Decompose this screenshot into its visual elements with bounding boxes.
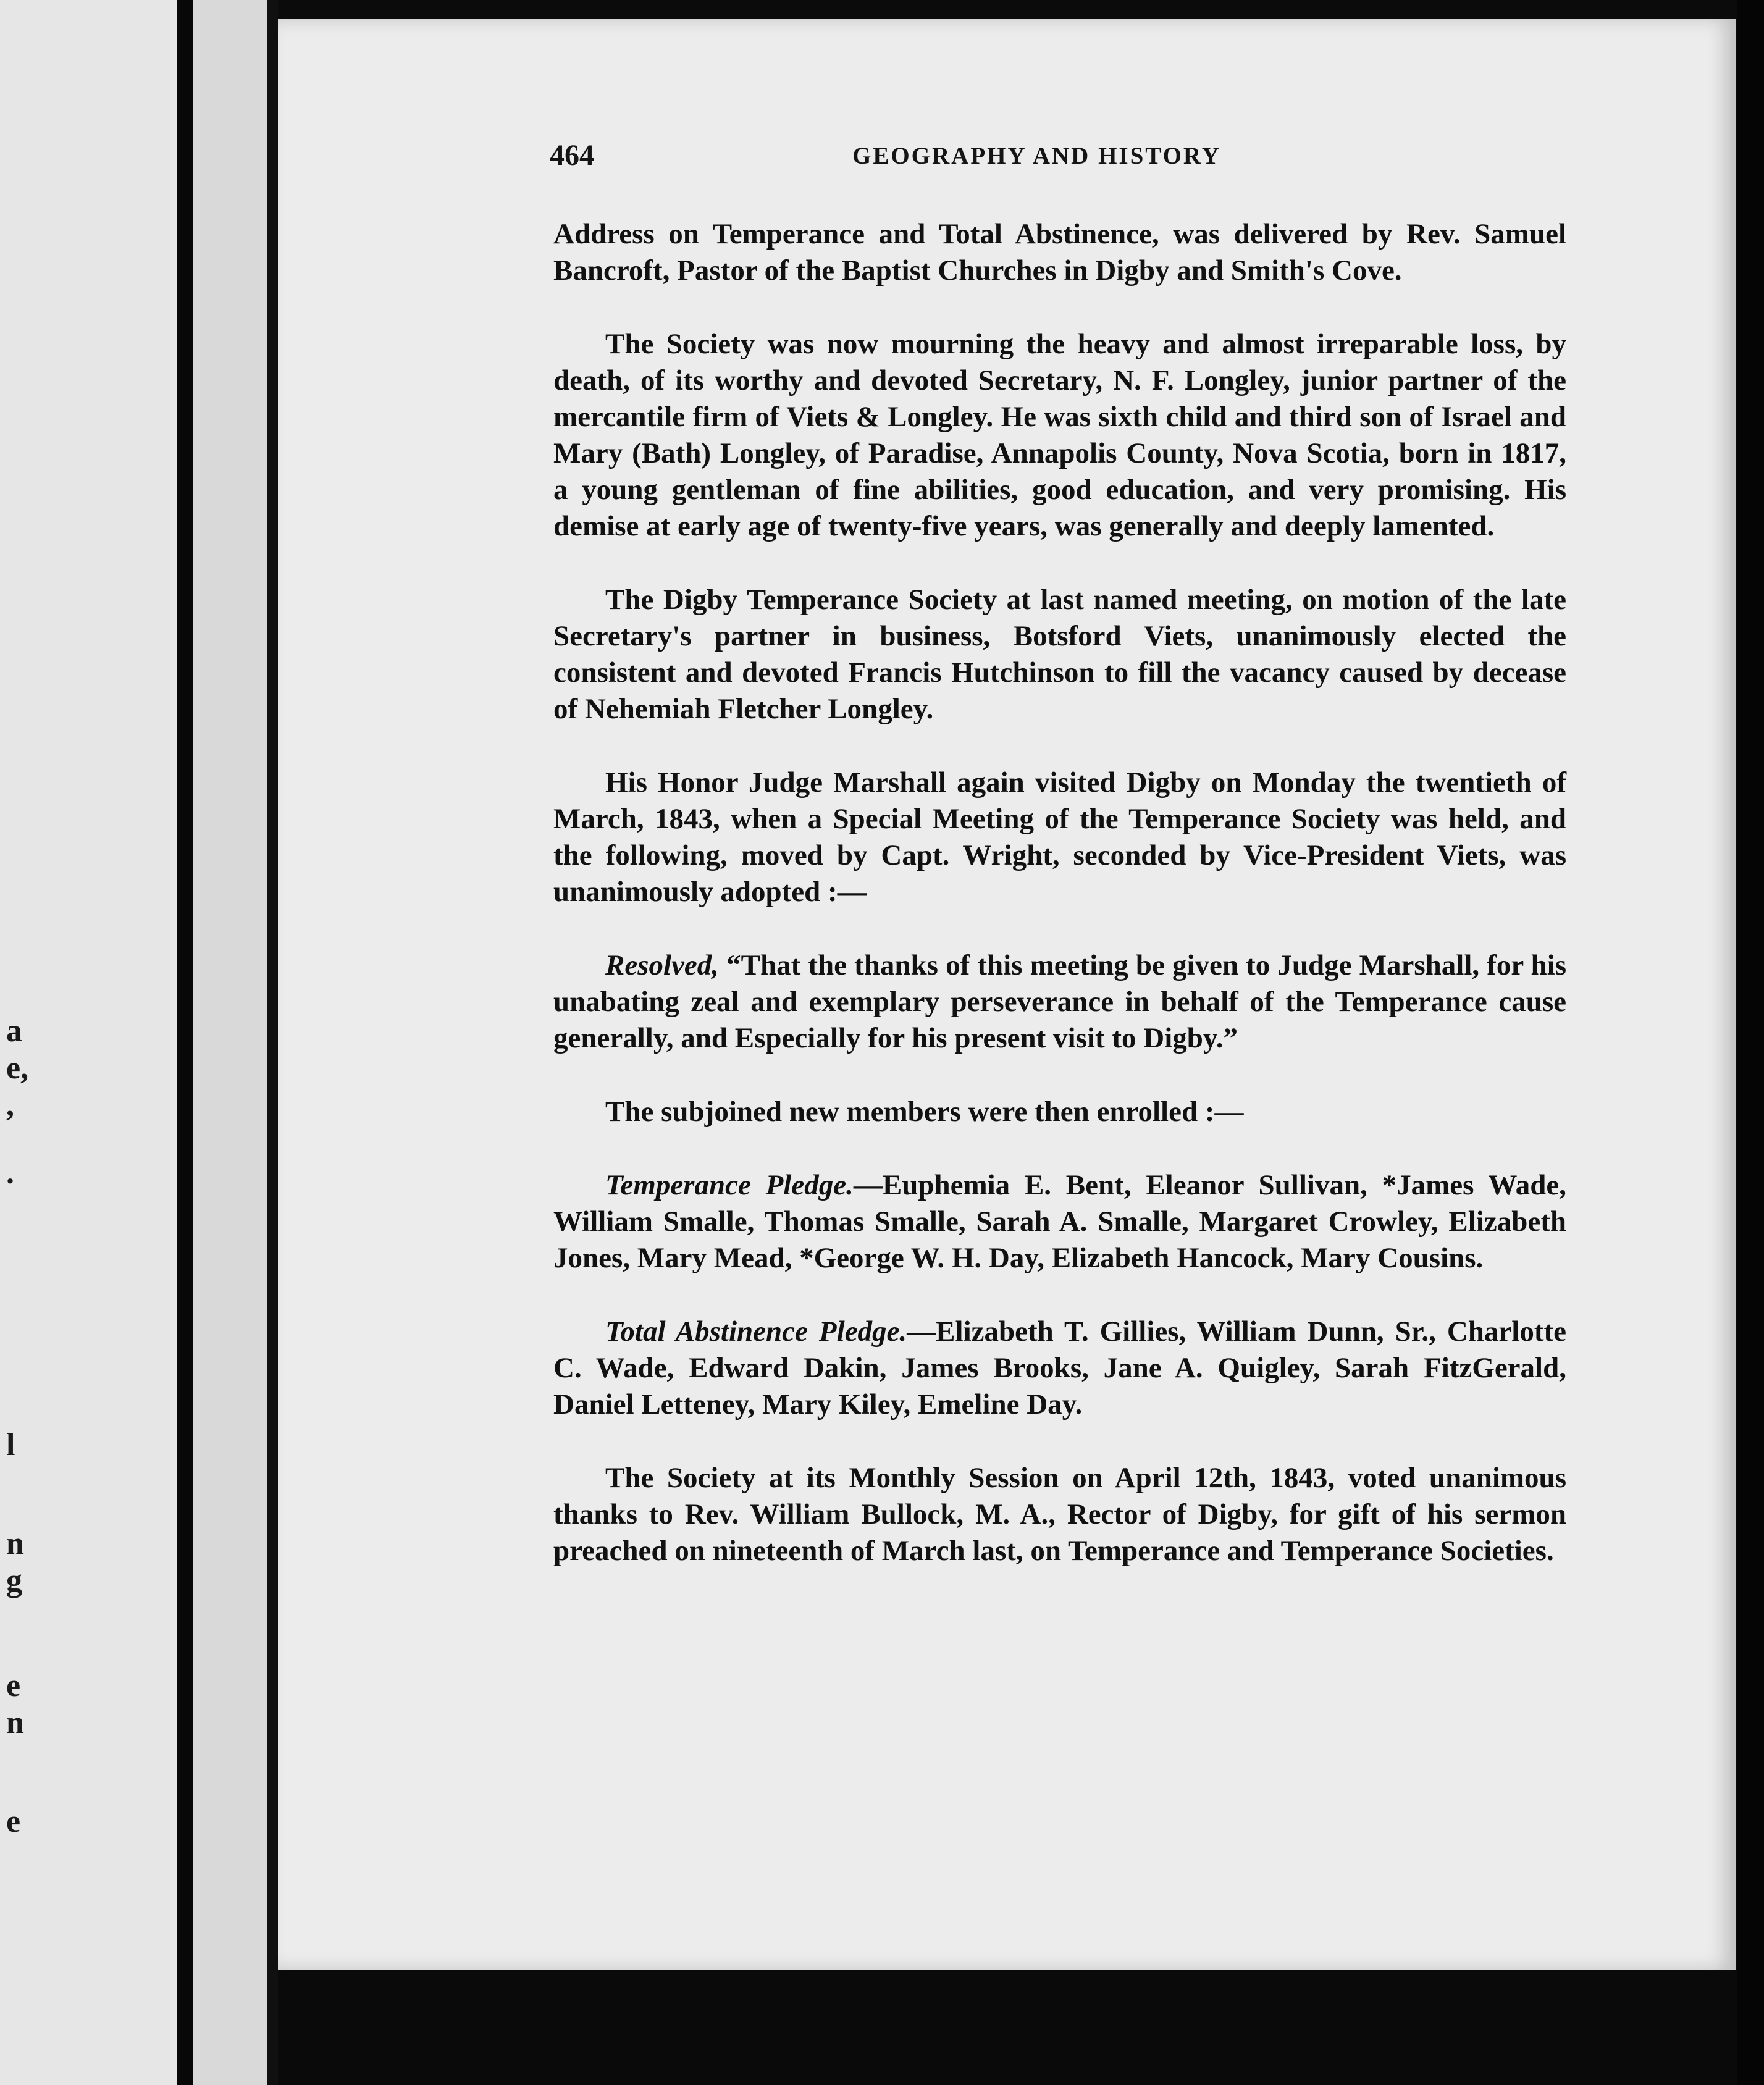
page-number: 464: [550, 139, 594, 172]
edge-fragment: g: [6, 1563, 22, 1598]
total-abstinence-pledge-label: Total Abstinence Pledge.: [605, 1315, 907, 1348]
temperance-pledge-label: Temperance Pledge.: [605, 1169, 854, 1201]
edge-fragment: e: [6, 1668, 21, 1703]
paragraph-total-abstinence-pledge: Total Abstinence Pledge.—Elizabeth T. Gillies, William Dunn, Sr., Charlotte C. Wade, Edward Dakin, James Brooks, Jane A. Quigley, Sarah FitzGerald, Daniel Letteney, Mary Kiley, Emeline Day.: [553, 1315, 1567, 1420]
paragraph: His Honor Judge Marshall again visited Digby on Monday the twentieth of March, 1843, when a Special Meeting of the Temperance Society was held, and the following, moved by Capt. Wright, seconded by Vice-President Viets, was unanimously adopted :—: [553, 766, 1566, 908]
edge-fragment: e,: [6, 1051, 29, 1086]
paragraph: Address on Temperance and Total Abstinence, was delivered by Rev. Samuel Bancroft, Pastor of the Baptist Churches in Digby and Smith's Cove.: [553, 218, 1566, 287]
adjacent-page-letters: [6, 0, 43, 2085]
adjacent-page-strip: [0, 0, 177, 2085]
edge-fragment: ,: [6, 1088, 14, 1123]
paragraph: The Society was now mourning the heavy and almost irreparable loss, by death, of its worthy and devoted Secretary, N. F. Longley, junior partner of the mercantile firm of Viets & Longley. He was sixth child and third son of Israel and Mary (Bath) Longley, of Paradise, Annapolis County, Nova Scotia, born in 1817, a young gentleman of fine abilities, good education, and very promising. His demise at early age of twenty-five years, was generally and deeply lamented.: [553, 328, 1566, 542]
paragraph-resolved: Resolved, “That the thanks of this meeting be given to Judge Marshall, for his unabating zeal and exemplary perseverance in behalf of the Temperance cause generally, and Especially for his present visit to Digby.”: [553, 949, 1566, 1054]
running-title: GEOGRAPHY AND HISTORY: [852, 143, 1221, 169]
edge-fragment: a: [6, 1013, 22, 1049]
paragraph: The Society at its Monthly Session on April 12th, 1843, voted unanimous thanks to Rev. William Bullock, M. A., Rector of Digby, for gift of his sermon preached on nineteenth of March last, on Temperance and Temperance Societies.: [553, 1462, 1566, 1567]
paragraph-temperance-pledge: Temperance Pledge.—Euphemia E. Bent, Eleanor Sullivan, *James Wade, William Smalle, Thomas Smalle, Sarah A. Smalle, Margaret Crowley, Elizabeth Jones, Mary Mead, *George W. H. Day, Elizabeth Hancock, Mary Cousins.: [553, 1169, 1566, 1274]
gutter-shadow: [267, 0, 278, 2085]
binding-shadow: [177, 0, 193, 2085]
scan-edge-right: [1737, 0, 1764, 2085]
scan-edge-bottom: [278, 1970, 1737, 2085]
edge-fragment: .: [6, 1156, 14, 1191]
edge-fragment: n: [6, 1526, 24, 1561]
page-gutter: [193, 0, 267, 2085]
resolved-label: Resolved,: [605, 949, 720, 981]
page-header: [550, 138, 1266, 182]
edge-fragment: e: [6, 1804, 21, 1839]
paragraph: The Digby Temperance Society at last named meeting, on motion of the late Secretary's partner in business, Botsford Viets, unanimously elected the consistent and devoted Francis Hutchinson to fill the vacancy caused by decease of Nehemiah Fletcher Longley.: [553, 584, 1566, 725]
page-body: [553, 216, 1566, 1569]
edge-fragment: n: [6, 1705, 24, 1740]
edge-fragment: l: [6, 1427, 15, 1462]
paragraph: The subjoined new members were then enrolled :—: [605, 1096, 1244, 1128]
